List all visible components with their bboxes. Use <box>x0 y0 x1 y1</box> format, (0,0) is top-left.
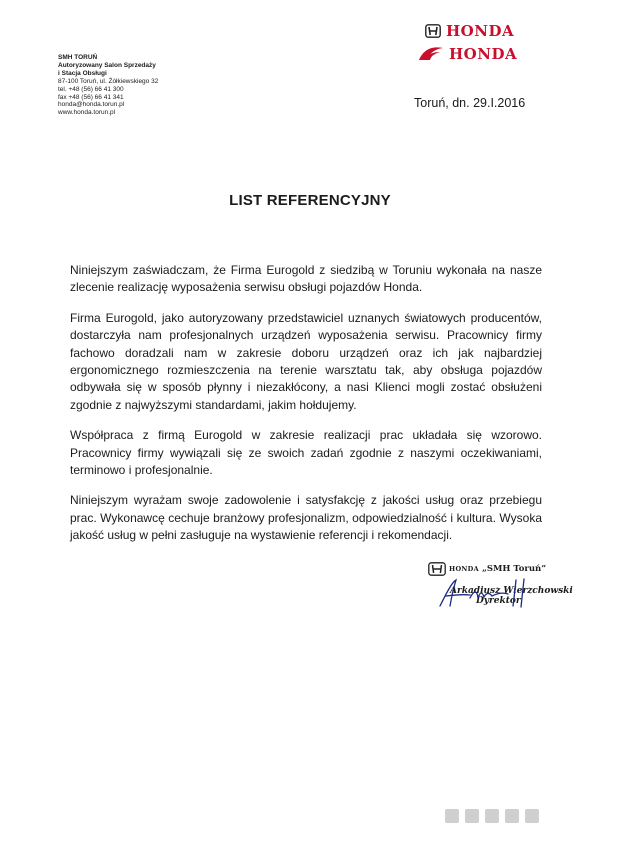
signatory-name: Arkadiusz Wierzchowski <box>450 586 573 596</box>
sender-address: 87-100 Toruń, ul. Żółkiewskiego 32 <box>58 77 159 85</box>
paragraph: Współpraca z firmą Eurogold w zakresie realizacji prac układała się wzorowo. Pracownicy firmy wywiązali się ze swoich zadań zgodnie z naszymi oczekiwaniami, terminowo i profesjonalnie. <box>70 428 542 478</box>
stamp-dealer: „SMH Toruń” <box>481 564 547 574</box>
honda-moto-logo <box>418 45 517 63</box>
sender-block <box>58 54 158 117</box>
stamp-brand: HONDA <box>449 565 479 573</box>
cert-icon <box>485 809 499 823</box>
sender-fax: fax +48 (56) 66 41 341 <box>58 93 124 101</box>
sender-tel: tel. +48 (56) 66 41 300 <box>58 85 124 93</box>
honda-car-wordmark: HONDA <box>446 22 515 40</box>
honda-car-logo <box>425 22 514 40</box>
honda-h-icon <box>425 24 441 38</box>
signature-stamp <box>428 562 578 606</box>
cert-icon <box>525 809 539 823</box>
sender-subtitle-1: Autoryzowany Salon Sprzedaży <box>58 61 156 69</box>
letter-date: Toruń, dn. 29.I.2016 <box>414 96 526 110</box>
honda-wing-icon <box>418 46 444 62</box>
paragraph: Niniejszym zaświadczam, że Firma Eurogold z siedzibą w Toruniu wykonała na nasze zlecenie realizację wyposażenia serwisu obsługi pojazdów Honda. <box>70 263 542 295</box>
stamp-header <box>428 562 578 576</box>
cert-icon <box>505 809 519 823</box>
honda-moto-wordmark: HONDA <box>449 45 518 63</box>
sender-email: honda@honda.torun.pl <box>58 101 125 109</box>
cert-icon <box>445 809 459 823</box>
sender-www: www.honda.torun.pl <box>58 109 116 117</box>
letter-body <box>70 262 542 558</box>
paragraph: Niniejszym wyrażam swoje zadowolenie i satysfakcję z jakości usług oraz przebiegu prac. Wykonawcę cechuje branżowy profesjonalizm, odpowiedzialność i kultura. Wysoka jakość usług w pełni zasługuje na wystawienie referencji i rekomendacji. <box>70 493 542 543</box>
honda-h-icon <box>428 562 446 576</box>
sender-subtitle-2: i Stacja Obsługi <box>58 69 107 77</box>
sender-name: SMH TORUŃ <box>58 54 98 61</box>
handwritten-signature <box>436 576 546 610</box>
signatory-position: Dyrektor <box>476 596 521 606</box>
footer-cert-icons <box>445 809 539 823</box>
recycle-icon <box>465 809 479 823</box>
letter-title: LIST REFERENCYJNY <box>229 192 391 209</box>
paragraph: Firma Eurogold, jako autoryzowany przedstawiciel uznanych światowych producentów, dostarczyła nam profesjonalnych urządzeń wyposażenia serwisu. Pracownicy firmy fachowo doradzali nam w zakresie doboru urządzeń oraz ich jak najbardziej ergonomicznego rozmieszczenia na terenie warsztatu tak, aby obsługa pojazdów odbywała się w sposób płynny i niezakłócony, a nasi Klienci mogli zostać obsłużeni zgodnie z najwyższymi standardami, jakim hołdujemy. <box>70 310 542 412</box>
